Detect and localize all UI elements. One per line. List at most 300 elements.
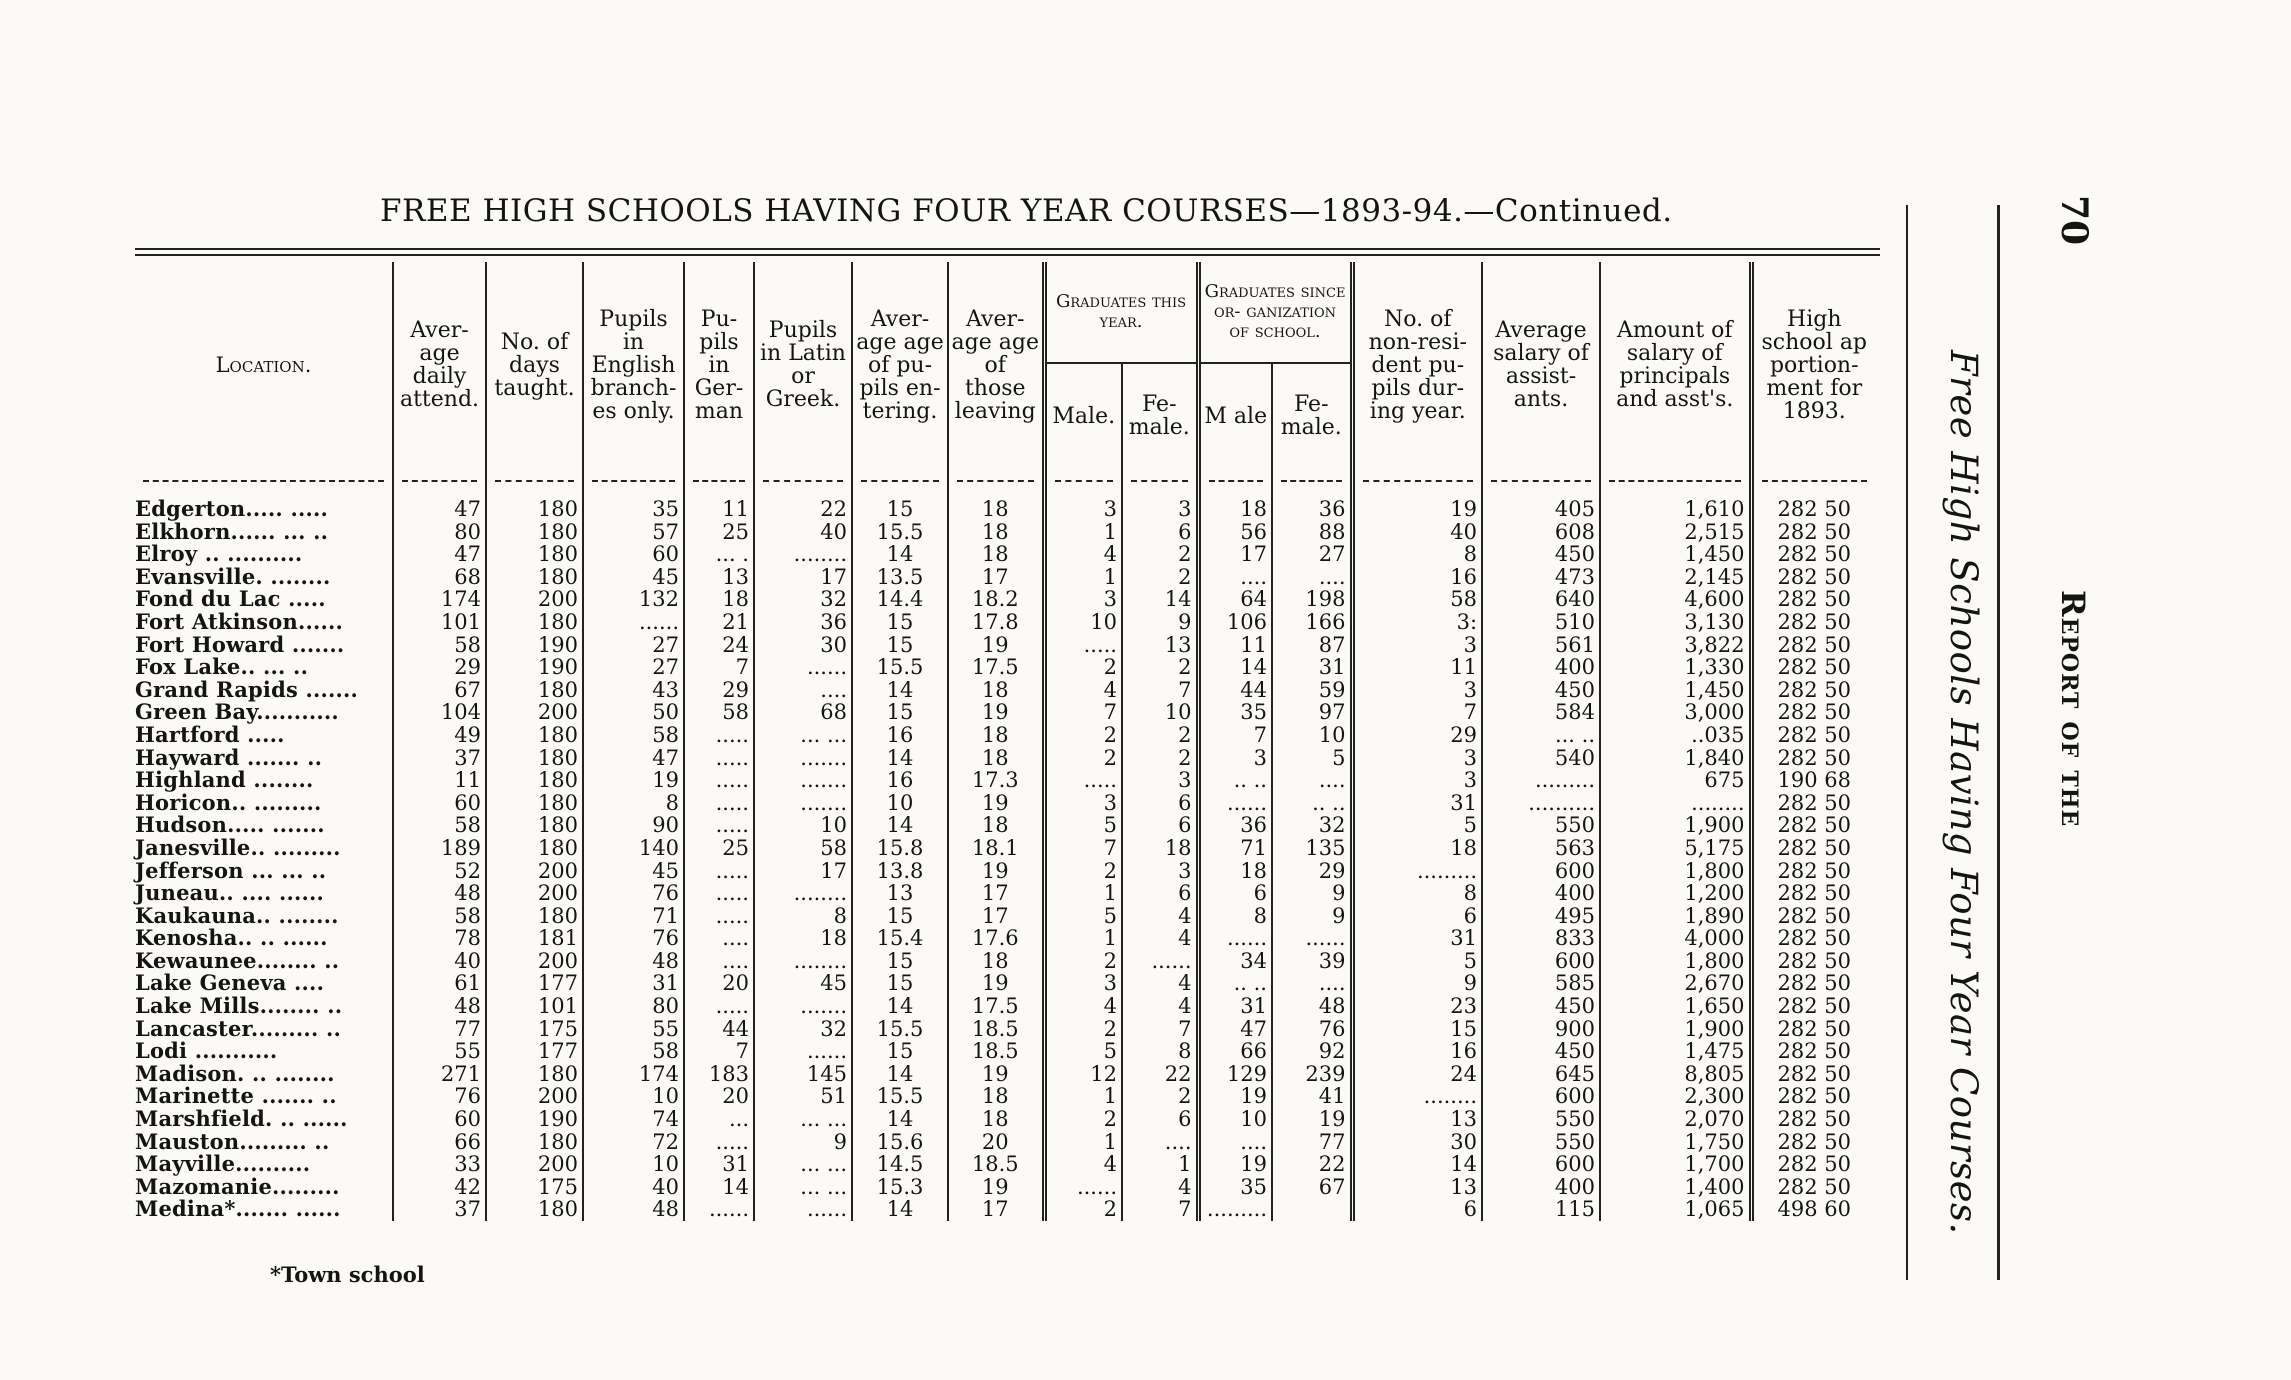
cell-location: Grand Rapids ....... [135,676,359,702]
table-row [135,972,1875,995]
table-row [135,837,1875,860]
cell-german: ... . [684,543,754,566]
cell-location: Evansville. ........ [135,563,331,589]
cell-salary-total: 1,890 [1600,905,1751,928]
cell-location: Fond du Lac ..... [135,586,326,612]
cell-german: ..... [684,814,754,837]
cell-since-female: 39 [1272,950,1352,973]
cell-since-male: 106 [1198,611,1272,634]
cell-since-female: 87 [1272,634,1352,657]
cell-nonresident: 15 [1352,1018,1482,1041]
cell-age-leave: 19 [948,792,1044,815]
cell-nonresident: 3 [1352,679,1482,702]
cell-age-enter: 14 [852,814,948,837]
cell-since-male: 35 [1198,701,1272,724]
cell-latin: 45 [754,972,852,995]
cell-english: 174 [583,1063,684,1086]
cell-avg-attend: 55 [393,1040,486,1063]
cell-since-female: 29 [1272,860,1352,883]
cell-avg-attend: 33 [393,1153,486,1176]
cell-avg-attend: 37 [393,1198,486,1221]
cell-age-enter: 15.5 [852,1085,948,1108]
cell-nonresident: 6 [1352,1198,1482,1221]
cell-age-enter: 15 [852,634,948,657]
cell-age-enter: 15.5 [852,1018,948,1041]
cell-grad-male: ..... [1044,769,1122,792]
cell-days: 181 [486,927,583,950]
cell-since-female: 9 [1272,882,1352,905]
cell-age-leave: 18.2 [948,588,1044,611]
cell-latin: ...... [754,1198,852,1221]
cell-latin: 68 [754,701,852,724]
cell-since-male: 31 [1198,995,1272,1018]
cell-salary-assistants: 600 [1482,1153,1600,1176]
cell-salary-assistants: 400 [1482,882,1600,905]
cell-apportionment: 282 50 [1751,679,1875,702]
cell-location: Fort Atkinson...... [135,608,344,634]
side-running-title: Free High Schools Having Four Year Courses. [1942,350,1985,1235]
cell-salary-assistants: 450 [1482,1040,1600,1063]
cell-salary-assistants: 405 [1482,498,1600,521]
cell-grad-female: 4 [1122,927,1198,950]
cell-since-male: 10 [1198,1108,1272,1131]
cell-apportionment: 282 50 [1751,634,1875,657]
cell-grad-male: 3 [1044,588,1122,611]
table-row [135,724,1875,747]
table-row [135,656,1875,679]
cell-grad-male: 5 [1044,814,1122,837]
cell-days: 180 [486,905,583,928]
cell-apportionment: 282 50 [1751,747,1875,770]
cell-age-enter: 14 [852,1108,948,1131]
cell-grad-female: 4 [1122,972,1198,995]
cell-grad-female: 2 [1122,656,1198,679]
cell-since-female: 76 [1272,1018,1352,1041]
cell-location: Mauston......... .. [135,1128,330,1154]
cell-latin: 58 [754,837,852,860]
cell-days: 190 [486,656,583,679]
cell-grad-female: 2 [1122,543,1198,566]
cell-grad-female: 7 [1122,1018,1198,1041]
cell-latin: ....... [754,995,852,1018]
cell-days: 190 [486,1108,583,1131]
cell-salary-total: 1,650 [1600,995,1751,1018]
cell-salary-total: 1,475 [1600,1040,1751,1063]
cell-salary-total: 1,700 [1600,1153,1751,1176]
cell-grad-male: 10 [1044,611,1122,634]
table-row [135,792,1875,815]
cell-nonresident: 16 [1352,566,1482,589]
cell-age-leave: 19 [948,972,1044,995]
table-row [135,588,1875,611]
cell-english: 45 [583,566,684,589]
cell-salary-total: 1,840 [1600,747,1751,770]
cell-age-leave: 19 [948,860,1044,883]
cell-salary-total: 675 [1600,769,1751,792]
table-row [135,701,1875,724]
cell-grad-male: 1 [1044,521,1122,544]
table-row [135,769,1875,792]
cell-age-leave: 18 [948,521,1044,544]
cell-days: 180 [486,724,583,747]
cell-avg-attend: 66 [393,1131,486,1154]
cell-age-leave: 19 [948,701,1044,724]
cell-location: Hudson..... ....... [135,812,325,838]
cell-since-male: 19 [1198,1085,1272,1108]
cell-apportionment: 282 50 [1751,837,1875,860]
cell-location: Jefferson ... ... .. [135,857,327,883]
cell-salary-assistants: 400 [1482,1176,1600,1199]
cell-age-leave: 18 [948,1108,1044,1131]
cell-days: 180 [486,792,583,815]
col-since-male: M ale [1198,363,1272,468]
cell-grad-female: 2 [1122,724,1198,747]
cell-english: 76 [583,882,684,905]
cell-grad-male: ...... [1044,1176,1122,1199]
cell-location: Madison. .. ........ [135,1060,335,1086]
cell-location: Mazomanie......... [135,1173,340,1199]
cell-age-leave: 17.5 [948,656,1044,679]
cell-german: ..... [684,1131,754,1154]
cell-location: Highland ........ [135,767,314,793]
cell-avg-attend: 37 [393,747,486,770]
cell-location: Juneau.. .... ...... [135,880,325,906]
cell-avg-attend: 52 [393,860,486,883]
cell-salary-assistants: 561 [1482,634,1600,657]
cell-salary-total: 1,450 [1600,679,1751,702]
cell-salary-total: 1,800 [1600,860,1751,883]
cell-avg-attend: 40 [393,950,486,973]
top-rule [135,248,1880,250]
cell-latin: ...... [754,1040,852,1063]
col-grad-male: Male. [1044,363,1122,468]
cell-location: Medina*....... ...... [135,1196,341,1222]
cell-grad-female: ...... [1122,950,1198,973]
cell-latin: 32 [754,1018,852,1041]
table-row [135,498,1875,521]
cell-since-female: 166 [1272,611,1352,634]
cell-apportionment: 282 50 [1751,814,1875,837]
cell-since-male: ......... [1198,1198,1272,1221]
cell-age-leave: 17 [948,566,1044,589]
cell-latin: 18 [754,927,852,950]
cell-english: 55 [583,1018,684,1041]
cell-salary-total: 2,300 [1600,1085,1751,1108]
cell-salary-assistants: 540 [1482,747,1600,770]
cell-since-female: .. .. [1272,792,1352,815]
cell-english: 58 [583,1040,684,1063]
cell-german: 7 [684,656,754,679]
cell-grad-female: 6 [1122,882,1198,905]
cell-grad-male: 4 [1044,543,1122,566]
cell-avg-attend: 68 [393,566,486,589]
cell-days: 180 [486,1063,583,1086]
side-running-head: Report of the [2054,590,2092,828]
cell-nonresident: 3 [1352,769,1482,792]
cell-grad-male: 5 [1044,905,1122,928]
cell-avg-attend: 61 [393,972,486,995]
cell-since-male: 7 [1198,724,1272,747]
table-row [135,882,1875,905]
cell-age-leave: 18 [948,814,1044,837]
cell-age-enter: 15.5 [852,656,948,679]
col-latin: Pupils in Latin or Greek. [754,262,852,468]
cell-latin: ... ... [754,1108,852,1131]
cell-salary-total: 8,805 [1600,1063,1751,1086]
cell-location: Elkhorn...... ... .. [135,518,329,544]
cell-german: 183 [684,1063,754,1086]
cell-german: 25 [684,837,754,860]
cell-grad-female: 22 [1122,1063,1198,1086]
col-age-leave: Aver- age age of those leaving [948,262,1044,468]
cell-apportionment: 282 50 [1751,860,1875,883]
cell-salary-assistants: 600 [1482,860,1600,883]
cell-avg-attend: 78 [393,927,486,950]
cell-english: 76 [583,927,684,950]
cell-german: ... [684,1108,754,1131]
cell-since-male: 17 [1198,543,1272,566]
cell-since-female: 31 [1272,656,1352,679]
group-graduates-year: Graduates this year. [1044,262,1198,363]
table-row [135,860,1875,883]
cell-days: 180 [486,521,583,544]
cell-age-enter: 10 [852,792,948,815]
cell-apportionment: 282 50 [1751,995,1875,1018]
cell-grad-male: 1 [1044,1085,1122,1108]
cell-nonresident: 29 [1352,724,1482,747]
cell-salary-assistants: 450 [1482,543,1600,566]
cell-age-leave: 18 [948,950,1044,973]
cell-apportionment: 498 60 [1751,1198,1875,1221]
cell-location: Kaukauna.. ........ [135,902,339,928]
cell-english: 48 [583,950,684,973]
cell-location: Lake Geneva .... [135,970,325,996]
cell-location: Lancaster......... .. [135,1015,341,1041]
cell-age-enter: 15.5 [852,521,948,544]
cell-nonresident: ......... [1352,860,1482,883]
cell-grad-male: 2 [1044,1108,1122,1131]
cell-latin: 51 [754,1085,852,1108]
cell-english: ...... [583,611,684,634]
cell-age-leave: 17 [948,882,1044,905]
cell-avg-attend: 67 [393,679,486,702]
cell-latin: ... ... [754,724,852,747]
table-row [135,1108,1875,1131]
cell-age-leave: 17.8 [948,611,1044,634]
cell-grad-male: 4 [1044,995,1122,1018]
cell-grad-male: 7 [1044,837,1122,860]
cell-nonresident: 58 [1352,588,1482,611]
cell-since-female: 239 [1272,1063,1352,1086]
cell-grad-female: 4 [1122,905,1198,928]
cell-salary-total: 5,175 [1600,837,1751,860]
cell-age-leave: 19 [948,634,1044,657]
cell-apportionment: 282 50 [1751,656,1875,679]
cell-salary-total: 1,800 [1600,950,1751,973]
cell-nonresident: 13 [1352,1108,1482,1131]
cell-age-enter: 15.4 [852,927,948,950]
cell-english: 71 [583,905,684,928]
cell-since-male: 11 [1198,634,1272,657]
cell-english: 10 [583,1153,684,1176]
cell-salary-assistants: 645 [1482,1063,1600,1086]
cell-since-male: 64 [1198,588,1272,611]
cell-grad-female: 4 [1122,995,1198,1018]
cell-english: 50 [583,701,684,724]
cell-since-female: .... [1272,972,1352,995]
cell-latin: ........ [754,543,852,566]
cell-location: Lodi ........... [135,1038,278,1064]
cell-age-enter: 16 [852,724,948,747]
cell-german: ..... [684,860,754,883]
cell-age-leave: 18.5 [948,1040,1044,1063]
cell-age-enter: 14 [852,543,948,566]
cell-age-leave: 18 [948,679,1044,702]
cell-salary-total: 2,670 [1600,972,1751,995]
cell-nonresident: 5 [1352,814,1482,837]
cell-age-leave: 17 [948,905,1044,928]
cell-since-male: 129 [1198,1063,1272,1086]
cell-days: 180 [486,498,583,521]
cell-apportionment: 282 50 [1751,521,1875,544]
cell-since-male: .. .. [1198,769,1272,792]
cell-days: 180 [486,543,583,566]
cell-german: ...... [684,1198,754,1221]
cell-days: 180 [486,747,583,770]
table-row [135,1198,1875,1221]
cell-german: .... [684,927,754,950]
cell-salary-assistants: 450 [1482,995,1600,1018]
cell-age-leave: 17.6 [948,927,1044,950]
cell-nonresident: 31 [1352,927,1482,950]
cell-since-female: 5 [1272,747,1352,770]
cell-since-female [1272,1198,1352,1221]
cell-apportionment: 282 50 [1751,1040,1875,1063]
cell-age-enter: 15 [852,611,948,634]
cell-location: Kewaunee........ .. [135,947,340,973]
cell-since-male: 56 [1198,521,1272,544]
cell-age-leave: 17.3 [948,769,1044,792]
cell-grad-female: 10 [1122,701,1198,724]
cell-latin: 8 [754,905,852,928]
cell-english: 45 [583,860,684,883]
cell-apportionment: 282 50 [1751,950,1875,973]
cell-salary-total: 1,610 [1600,498,1751,521]
cell-nonresident: 3 [1352,747,1482,770]
cell-nonresident: 8 [1352,882,1482,905]
cell-apportionment: 282 50 [1751,1176,1875,1199]
cell-salary-assistants: 584 [1482,701,1600,724]
cell-apportionment: 282 50 [1751,588,1875,611]
col-avg-attend: Aver- age daily attend. [393,262,486,468]
cell-grad-female: 6 [1122,792,1198,815]
cell-salary-assistants: 510 [1482,611,1600,634]
cell-salary-total: 1,200 [1600,882,1751,905]
cell-salary-assistants: 640 [1482,588,1600,611]
cell-nonresident: 18 [1352,837,1482,860]
top-rule-thin [135,254,1880,256]
cell-since-female: 41 [1272,1085,1352,1108]
cell-german: 21 [684,611,754,634]
cell-since-male: 66 [1198,1040,1272,1063]
cell-nonresident: 24 [1352,1063,1482,1086]
cell-latin: 17 [754,566,852,589]
cell-latin: 22 [754,498,852,521]
cell-location: Janesville.. ......... [135,834,341,860]
cell-salary-assistants: 115 [1482,1198,1600,1221]
cell-english: 27 [583,656,684,679]
cell-days: 175 [486,1018,583,1041]
cell-avg-attend: 271 [393,1063,486,1086]
cell-salary-total: 1,400 [1600,1176,1751,1199]
cell-grad-male: 1 [1044,927,1122,950]
table-row [135,1040,1875,1063]
cell-age-leave: 19 [948,1063,1044,1086]
cell-apportionment: 282 50 [1751,543,1875,566]
cell-salary-assistants: 550 [1482,1108,1600,1131]
cell-days: 180 [486,837,583,860]
cell-days: 101 [486,995,583,1018]
cell-salary-total: 4,000 [1600,927,1751,950]
cell-grad-male: 2 [1044,724,1122,747]
cell-grad-male: 1 [1044,566,1122,589]
cell-apportionment: 190 68 [1751,769,1875,792]
cell-german: ..... [684,792,754,815]
cell-since-female: 77 [1272,1131,1352,1154]
table-row [135,566,1875,589]
cell-grad-male: 3 [1044,498,1122,521]
cell-days: 175 [486,1176,583,1199]
cell-grad-male: 2 [1044,1198,1122,1221]
cell-apportionment: 282 50 [1751,882,1875,905]
cell-apportionment: 282 50 [1751,1131,1875,1154]
cell-salary-assistants: 450 [1482,679,1600,702]
group-graduates-since: Graduates since or- ganization of school. [1198,262,1352,363]
table-row [135,747,1875,770]
cell-latin: ........ [754,950,852,973]
cell-salary-total: 1,900 [1600,1018,1751,1041]
cell-german: 18 [684,588,754,611]
cell-latin: 145 [754,1063,852,1086]
table-row [135,1085,1875,1108]
cell-days: 180 [486,566,583,589]
side-divider-line [1997,205,2000,1280]
cell-location: Mayville.......... [135,1151,311,1177]
cell-age-enter: 15.8 [852,837,948,860]
cell-salary-total: 4,600 [1600,588,1751,611]
cell-days: 177 [486,1040,583,1063]
cell-days: 200 [486,860,583,883]
cell-grad-female: 6 [1122,814,1198,837]
cell-english: 40 [583,1176,684,1199]
cell-apportionment: 282 50 [1751,611,1875,634]
col-salary-assistants: Average salary of assist- ants. [1482,262,1600,468]
cell-age-enter: 14 [852,1063,948,1086]
cell-location: Elroy .. .......... [135,541,303,567]
cell-since-male: 36 [1198,814,1272,837]
cell-age-enter: 14.5 [852,1153,948,1176]
cell-english: 72 [583,1131,684,1154]
cell-latin: 10 [754,814,852,837]
col-age-enter: Aver- age age of pu- pils en- tering. [852,262,948,468]
cell-nonresident: 9 [1352,972,1482,995]
cell-english: 43 [583,679,684,702]
cell-avg-attend: 29 [393,656,486,679]
cell-nonresident: ........ [1352,1085,1482,1108]
cell-since-female: .... [1272,566,1352,589]
cell-salary-assistants: ......... [1482,769,1600,792]
table-body [135,498,1875,1221]
